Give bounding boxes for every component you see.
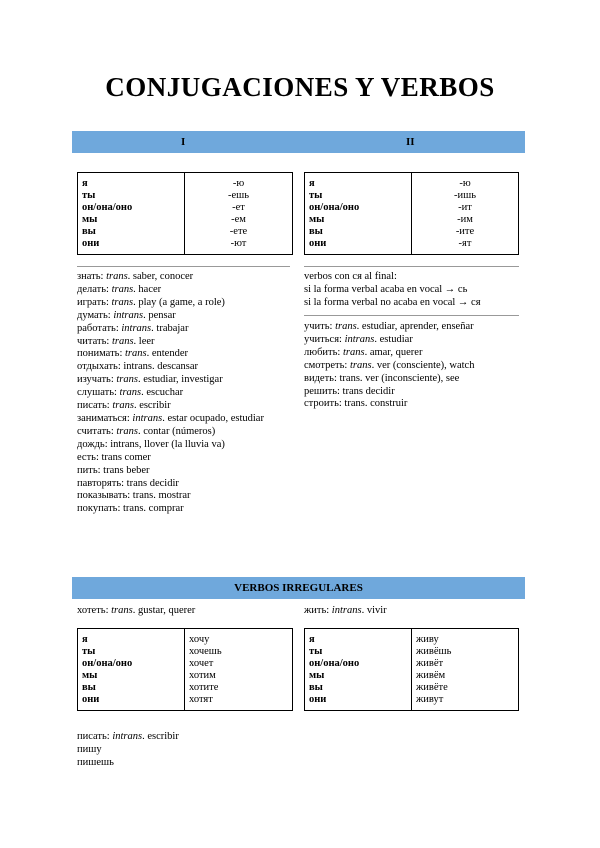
verb-entry: считать: trans. contar (números) xyxy=(77,425,216,437)
rule-line: si la forma verbal acaba en vocal → сь xyxy=(304,283,468,295)
pronoun: вы xyxy=(78,226,185,238)
irregular-table-1 xyxy=(77,628,293,711)
verb-entry: покупать: trans. comprar xyxy=(77,503,184,515)
conjugation-row xyxy=(78,214,293,226)
ending: живём xyxy=(416,670,446,681)
pronoun: я xyxy=(78,629,185,647)
conjugation-row xyxy=(78,202,293,214)
pisat-block: писать: intrans. escribir пишу пишешь xyxy=(77,731,179,768)
pronoun: вы xyxy=(78,682,185,694)
pronoun: мы xyxy=(305,214,412,226)
pronoun: мы xyxy=(78,214,185,226)
divider xyxy=(304,266,519,267)
conjugation-row xyxy=(305,694,519,711)
ending: хочу xyxy=(189,634,210,645)
conjugation-row xyxy=(78,238,293,255)
page-title: CONJUGACIONES Y VERBOS xyxy=(105,72,495,102)
pronoun: они xyxy=(78,694,185,711)
divider xyxy=(304,315,519,316)
conjugation-row xyxy=(78,226,293,238)
conjugation-row xyxy=(305,658,519,670)
pronoun: они xyxy=(78,238,185,255)
ending: -ит xyxy=(458,202,472,213)
verb-entry: делать: trans. hacer xyxy=(77,283,162,295)
pisat-form: пишу xyxy=(77,743,102,755)
ending: -ишь xyxy=(454,190,476,201)
conjugation-row xyxy=(78,682,293,694)
ending: -ят xyxy=(458,238,472,249)
pronoun: он/она/оно xyxy=(305,202,412,214)
ending: -ю xyxy=(232,178,245,189)
irregular-heading: VERBOS IRREGULARES xyxy=(234,582,363,594)
conjugation-row xyxy=(305,670,519,682)
ending: хотите xyxy=(189,682,219,693)
pronoun: он/она/оно xyxy=(78,658,185,670)
verb-entry: смотреть: trans. ver (consciente), watch xyxy=(304,359,475,371)
conjugation-i-label: I xyxy=(181,136,186,148)
ending: живёте xyxy=(416,682,448,693)
pronoun: он/она/оно xyxy=(305,658,412,670)
ending: -ешь xyxy=(227,190,250,201)
ending: хочет xyxy=(189,658,214,669)
pronoun: ты xyxy=(305,646,412,658)
verb-entry: играть: trans. play (a game, a role) xyxy=(77,296,225,308)
irregular-verb-1: хотеть: trans. gustar, querer xyxy=(77,605,196,616)
irregular-header-band xyxy=(72,577,525,599)
rule-line: verbos con ся al final: xyxy=(304,271,397,282)
conjugation-row xyxy=(305,226,519,238)
rule-line: si la forma verbal no acaba en vocal → ся xyxy=(304,296,481,308)
ending: хотим xyxy=(189,670,216,681)
rules-ii-list xyxy=(304,271,524,310)
ending: -ете xyxy=(229,226,248,237)
ending: живёшь xyxy=(416,646,452,657)
pronoun: ты xyxy=(78,190,185,202)
conjugation-row xyxy=(78,173,293,191)
conjugation-ii-label: II xyxy=(406,136,415,148)
pronoun: ты xyxy=(78,646,185,658)
conjugation-row xyxy=(78,694,293,711)
conjugation-row xyxy=(305,202,519,214)
pronoun: ты xyxy=(305,190,412,202)
pronoun: мы xyxy=(78,670,185,682)
verb-entry: видеть: trans. ver (inconsciente), see xyxy=(304,372,460,384)
verbs-i-list xyxy=(77,271,292,516)
verb-entry: павторять: trans decidir xyxy=(77,477,179,489)
conjugation-row xyxy=(305,646,519,658)
ending: живёт xyxy=(416,658,444,669)
verb-entry: знать: trans. saber, conocer xyxy=(77,271,194,282)
pronoun: они xyxy=(305,238,412,255)
pronoun: мы xyxy=(305,670,412,682)
verb-entry: дождь: intrans, llover (la lluvia va) xyxy=(77,438,225,450)
conjugation-row xyxy=(78,670,293,682)
pisat-form: пишешь xyxy=(77,756,114,768)
verb-entry: слушать: trans. escuchar xyxy=(77,387,184,399)
verb-entry: понимать: trans. entender xyxy=(77,348,188,360)
conjugation-row xyxy=(78,190,293,202)
verb-entry: решить: trans decidir xyxy=(304,385,395,397)
ending: -им xyxy=(457,214,473,225)
conjugation-row xyxy=(78,629,293,647)
ending: -ю xyxy=(459,178,471,189)
conjugation-ii-table xyxy=(304,172,519,255)
pronoun: я xyxy=(305,173,412,191)
conjugation-header-band xyxy=(72,131,525,153)
verb-entry: заниматься: intrans. estar ocupado, estudiar xyxy=(77,412,264,424)
conjugation-row xyxy=(305,214,519,226)
ending: -ите xyxy=(455,226,475,237)
pronoun: вы xyxy=(305,682,412,694)
verb-entry: работать: intrans. trabajar xyxy=(77,322,189,334)
ending: живу xyxy=(416,634,439,645)
verb-entry: пить: trans beber xyxy=(77,464,150,476)
ending: хочешь xyxy=(189,646,222,657)
verbs-ii-list xyxy=(304,321,524,411)
verb-entry: изучать: trans. estudiar, investigar xyxy=(77,374,223,386)
pronoun: он/она/оно xyxy=(78,202,185,214)
verb-entry: строить: trans. construir xyxy=(304,398,408,410)
ending: живут xyxy=(416,694,444,705)
pronoun: вы xyxy=(305,226,412,238)
pronoun: я xyxy=(78,173,185,191)
ending: -ют xyxy=(230,238,247,249)
irregular-verb-2: жить: intrans. vivir xyxy=(304,605,387,616)
conjugation-row xyxy=(78,658,293,670)
verb-entry: есть: trans comer xyxy=(77,451,151,463)
conjugation-row xyxy=(305,173,519,191)
ending: хотят xyxy=(189,694,213,705)
verb-entry: отдыхать: intrans. descansar xyxy=(77,361,199,373)
pronoun: я xyxy=(305,629,412,647)
pronoun: они xyxy=(305,694,412,711)
divider xyxy=(77,266,290,267)
verb-entry: читать: trans. leer xyxy=(77,335,155,347)
verb-entry: учиться: intrans. estudiar xyxy=(304,333,413,345)
verb-entry: учить: trans. estudiar, aprender, enseñar xyxy=(304,321,474,332)
conjugation-row xyxy=(305,238,519,255)
ending: -ем xyxy=(231,214,246,225)
verb-entry: любить: trans. amar, querer xyxy=(304,346,423,358)
conjugation-row xyxy=(305,629,519,647)
irregular-table-2 xyxy=(304,628,519,711)
conjugation-row xyxy=(78,646,293,658)
ending: -ет xyxy=(232,202,245,213)
conjugation-row xyxy=(305,682,519,694)
verb-entry: показывать: trans. mostrar xyxy=(77,490,191,502)
conjugation-row xyxy=(305,190,519,202)
conjugation-i-table xyxy=(77,172,293,255)
verb-entry: писать: trans. escribir xyxy=(77,400,171,412)
verb-entry: думать: intrans. pensar xyxy=(77,309,176,321)
